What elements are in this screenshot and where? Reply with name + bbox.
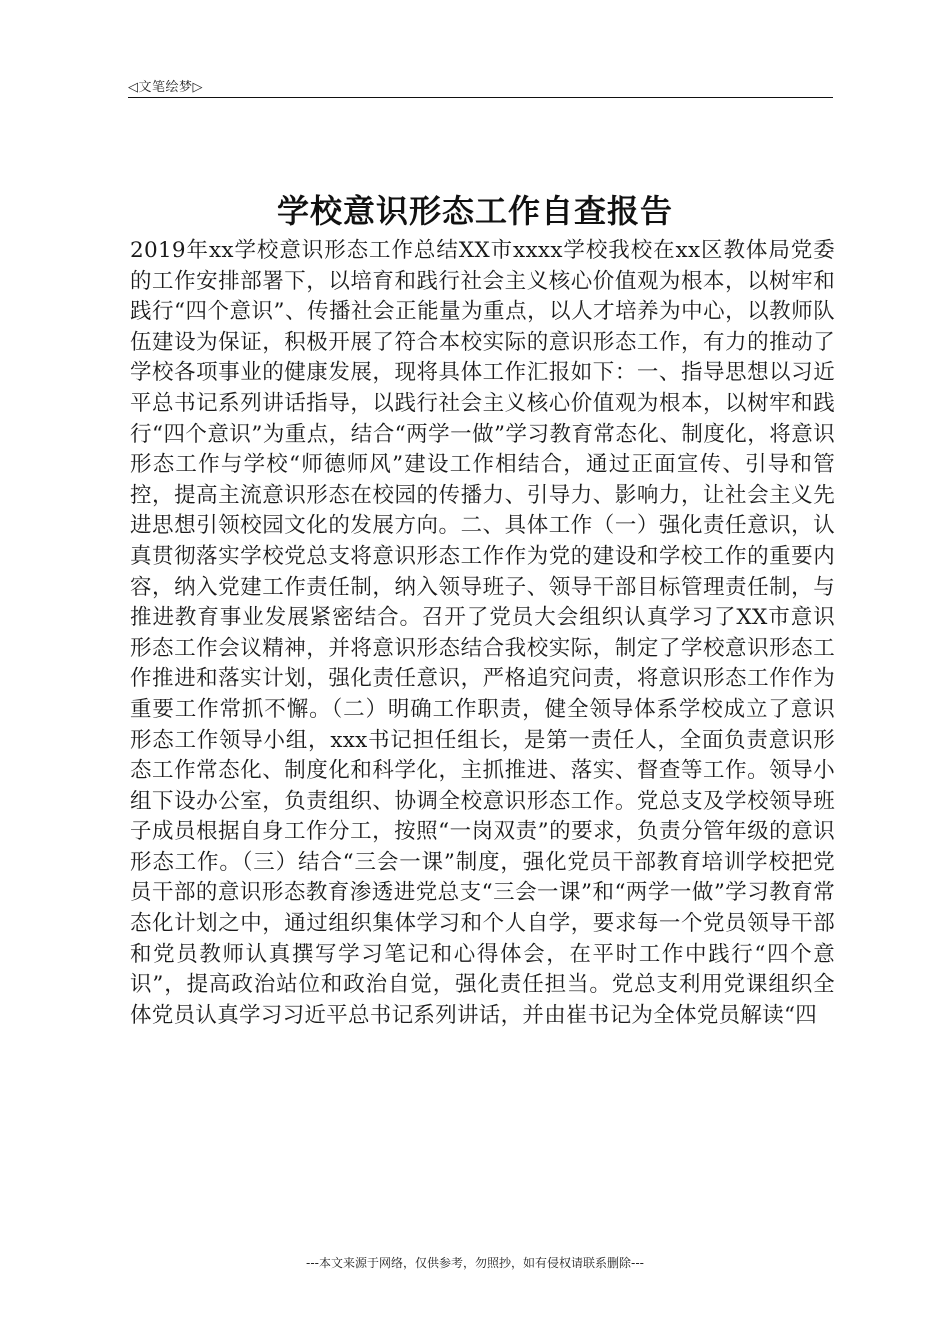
- document-body: 2019年xx学校意识形态工作总结XX市xxxx学校我校在xx区教体局党委的工作安排部署下，以培育和践行社会主义核心价值观为根本，以树牢和践行“四个意识”、传播社会正能量为重点，以人才培养为中心，以教师队伍建设为保证，积极开展了符合本校实际的意识形态工作，有力的推动了学校各项事业的健康发展，现将具体工作汇报如下：一、指导思想以习近平总书记系列讲话指导，以践行社会主义核心价值观为根本，以树牢和践行“四个意识”为重点，结合“两学一做”学习教育常态化、制度化，将意识形态工作与学校“师德师风”建设工作相结合，通过正面宣传、引导和管控，提高主流意识形态在校园的传播力、引导力、影响力，让社会主义先进思想引领校园文化的发展方向。二、具体工作（一）强化责任意识，认真贯彻落实学校党总支将意识形态工作作为党的建设和学校工作的重要内容，纳入党建工作责任制，纳入领导班子、领导干部目标管理责任制，与推进教育事业发展紧密结合。召开了党员大会组织认真学习了XX市意识形态工作会议精神，并将意识形态结合我校实际，制定了学校意识形态工作推进和落实计划，强化责任意识，严格追究问责，将意识形态工作作为重要工作常抓不懈。（二）明确工作职责，健全领导体系学校成立了意识形态工作领导小组，xxx书记担任组长，是第一责任人，全面负责意识形态工作常态化、制度化和科学化，主抓推进、落实、督查等工作。领导小组下设办公室，负责组织、协调全校意识形态工作。党总支及学校领导班子成员根据自身工作分工，按照“一岗双责”的要求，负责分管年级的意识形态工作。（三）结合“三会一课”制度，强化党员干部教育培训学校把党员干部的意识形态教育渗透进党总支“三会一课”和“两学一做”学习教育常态化计划之中，通过组织集体学习和个人自学，要求每一个党员领导干部和党员教师认真撰写学习笔记和心得体会，在平时工作中践行“四个意识”，提高政治站位和政治自觉，强化责任担当。党总支利用党课组织全体党员认真学习习近平总书记系列讲话，并由崔书记为全体党员解读“四: [130, 238, 835, 1028]
- page-footer-disclaimer: ---本文来源于网络，仅供参考，勿照抄，如有侵权请联系删除---: [306, 1256, 644, 1270]
- document-title: 学校意识形态工作自查报告: [276, 192, 673, 230]
- page-header-label: ◁文笔绘梦▷: [128, 80, 203, 95]
- header-divider: [128, 97, 833, 98]
